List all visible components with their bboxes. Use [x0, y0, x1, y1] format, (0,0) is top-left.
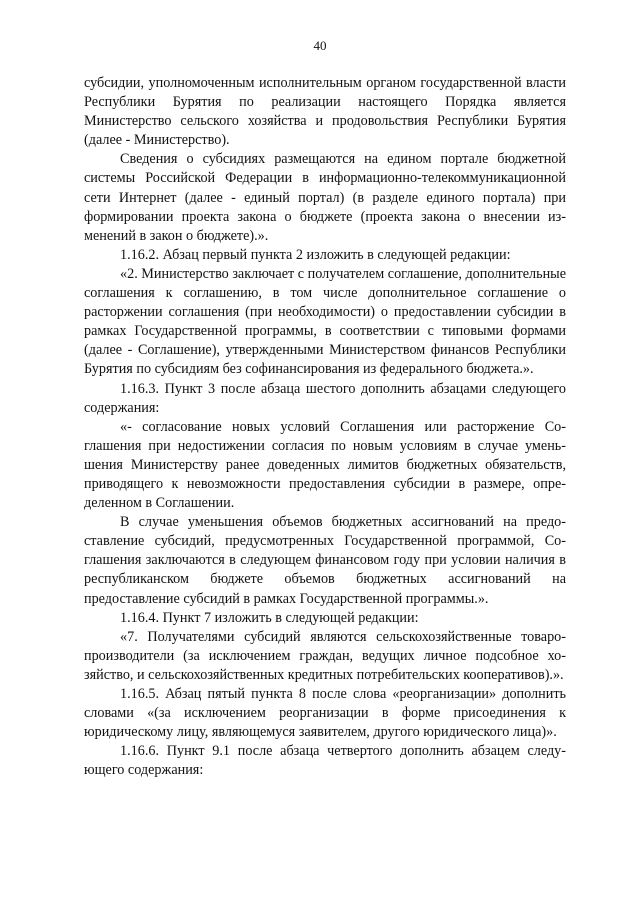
page-number: 40	[313, 38, 327, 53]
paragraph-1: субсидии, уполномоченным исполнительным органом государственной власти Республики Бурятия по реализации настоящего Порядка является Министерство сельского хозяйства и продовольствия Республики Бурятия (далее - Министерство).	[84, 75, 566, 149]
paragraph-11: 1.16.6. Пункт 9.1 после абзаца четвертого дополнить абзацем следующего содержания:	[84, 743, 566, 779]
paragraph-7: В случае уменьшения объемов бюджетных ассигнований на предоставление субсидий, предусмотренных Государственной программой, Соглашения заключаются в следующем финансовом году при условии наличия в республиканском бюджете объемов бюджетных ассигнований на предоставление субсидий в рамках Государственной программы.».	[84, 514, 566, 607]
paragraph-3: 1.16.2. Абзац первый пункта 2 изложить в следующей редакции:	[120, 246, 511, 263]
paragraph-6: «- согласование новых условий Соглашения или расторжение Соглашения при недостижении согласия по новым условиям в случае уменьшения Министерству ранее доведенных лимитов бюджетных обязательств, приводящего к невозможности предоставления субсидии в размере, определенном в Соглашении.	[84, 418, 566, 512]
paragraph-10: 1.16.5. Абзац пятый пункта 8 после слова «реорганизации» дополнить словами «(за исключением реорганизации в форме присоединения к юридическому лицу, являющемуся заявителем, другого юридического лица)».	[84, 686, 566, 741]
paragraph-4: «2. Министерство заключает с получателем соглашение, дополнительные соглашения к соглашению, в том числе дополнительное соглашение о расторжении соглашения (при необходимости) о предоставлении субсидии в рамках Государственной программы, в соответствии с типовыми формами (далее - Соглашение), утвержденными Министерством финансов Республики Бурятия по субсидиям без софинансирования из федерального бюджета.».	[84, 265, 566, 378]
document-body	[84, 74, 566, 780]
paragraph-9: «7. Получателями субсидий являются сельскохозяйственные товаропроизводители (за исключением граждан, ведущих личное подсобное хозяйство, и сельскохозяйственных кредитных потребительских кооперативов).».	[84, 628, 566, 683]
paragraph-8: 1.16.4. Пункт 7 изложить в следующей редакции:	[120, 609, 419, 626]
paragraph-5: 1.16.3. Пункт 3 после абзаца шестого дополнить абзацами следующего содержания:	[84, 380, 566, 416]
paragraph-2: Сведения о субсидиях размещаются на едином портале бюджетной системы Российской Федерации в информационно-телекоммуникационной сети Интернет (далее - единый портал) (в разделе единого портала) при формировании проекта закона о бюджете (проекта закона о внесении изменений в закон о бюджете).».	[84, 151, 566, 244]
